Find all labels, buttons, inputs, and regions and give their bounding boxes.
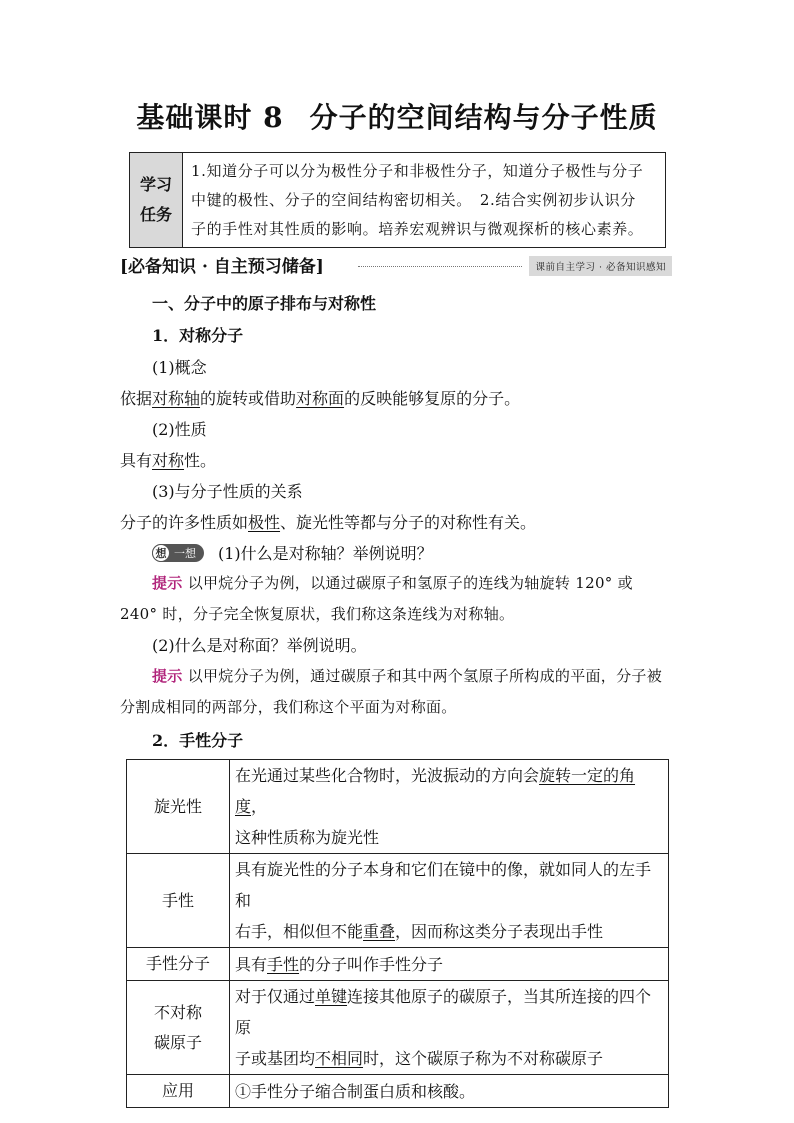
section-header — [120, 252, 672, 278]
table-key: 旋光性 — [127, 760, 230, 854]
hint-2-text: 以甲烷分子为例，通过碳原子和其中两个氢原子所构成的平面，分子被分割成相同的两部分，我们称这个平面为对称面。 — [120, 667, 662, 716]
title-sub: 分子的空间结构与分子性质 — [309, 101, 658, 134]
property-text: 具有对称性。 — [120, 451, 217, 470]
table-row — [127, 854, 669, 948]
underlined-term: 极性 — [248, 513, 281, 532]
think-question-2: (2)什么是对称面？举例说明。 — [152, 636, 367, 655]
hint-label: 提示 — [152, 574, 183, 592]
underlined-term: 对称面 — [296, 389, 345, 408]
heading-chiral-molecule: 2．手性分子 — [152, 731, 244, 750]
think-badge-icon: 想 一想 — [152, 544, 204, 562]
underlined-term: 对称 — [152, 451, 185, 470]
section-title: [必备知识 · 自主预习储备] — [120, 257, 324, 277]
learning-task-box — [129, 152, 666, 248]
relation-text: 分子的许多性质如极性、旋光性等都与分子的对称性有关。 — [120, 513, 537, 532]
task-line-2: 中键的极性、分子的空间结构密切相关。 2.结合实例初步认识分 — [191, 191, 636, 209]
concept-text: 依据对称轴的旋转或借助对称面的反映能够复原的分子。 — [120, 389, 521, 408]
hint-2 — [120, 661, 675, 723]
table-row — [127, 948, 669, 981]
title-main: 基础课时 8 — [136, 101, 284, 134]
hint-1 — [120, 568, 675, 630]
table-row — [127, 1075, 669, 1108]
relation-label: (3)与分子性质的关系 — [152, 482, 303, 501]
table-row — [127, 981, 669, 1075]
table-value: 对于仅通过单键连接其他原子的碳原子，当其所连接的四个原 子或基团均不相同时，这个碳原子称为不对称碳原子 — [230, 981, 669, 1075]
page-title — [0, 96, 794, 136]
table-value: 具有手性的分子叫作手性分子 — [230, 948, 669, 981]
table-value: 具有旋光性的分子本身和它们在镜中的像，就如同人的左手和 右手，相似但不能重叠，因而称这类分子表现出手性 — [230, 854, 669, 948]
heading-symmetric-molecule: 1．对称分子 — [152, 326, 244, 345]
table-row — [127, 760, 669, 854]
section-divider — [358, 266, 522, 267]
table-value: 在光通过某些化合物时，光波振动的方向会旋转一定的角度， 这种性质称为旋光性 — [230, 760, 669, 854]
task-label-line2: 任务 — [139, 205, 172, 224]
table-key: 不对称 碳原子 — [127, 981, 230, 1075]
section-badge: 课前自主学习 · 必备知识感知 — [529, 256, 672, 276]
think-question-1 — [152, 541, 433, 564]
question-1-text: (1)什么是对称轴？举例说明？ — [218, 544, 433, 563]
hint-1-text: 以甲烷分子为例，以通过碳原子和氢原子的连线为轴旋转 120° 或 240° 时，分子完全恢复原状，我们称这条连线为对称轴。 — [120, 574, 633, 623]
task-line-3: 子的手性对其性质的影响。培养宏观辨识与微观探析的核心素养。 — [191, 220, 644, 238]
property-label: (2)性质 — [152, 420, 207, 439]
task-line-1: 1.知道分子可以分为极性分子和非极性分子，知道分子极性与分子 — [191, 162, 644, 180]
learning-task-text — [183, 153, 665, 247]
table-value: ①手性分子缩合制蛋白质和核酸。 — [230, 1075, 669, 1108]
chiral-table — [126, 759, 669, 1108]
concept-label: (1)概念 — [152, 358, 207, 377]
hint-label: 提示 — [152, 667, 183, 685]
heading-atom-arrangement: 一、分子中的原子排布与对称性 — [152, 294, 377, 313]
underlined-term: 对称轴 — [152, 389, 201, 408]
learning-task-label — [130, 153, 183, 247]
table-key: 应用 — [127, 1075, 230, 1108]
task-label-line1: 学习 — [139, 175, 172, 194]
table-key: 手性 — [127, 854, 230, 948]
table-key: 手性分子 — [127, 948, 230, 981]
